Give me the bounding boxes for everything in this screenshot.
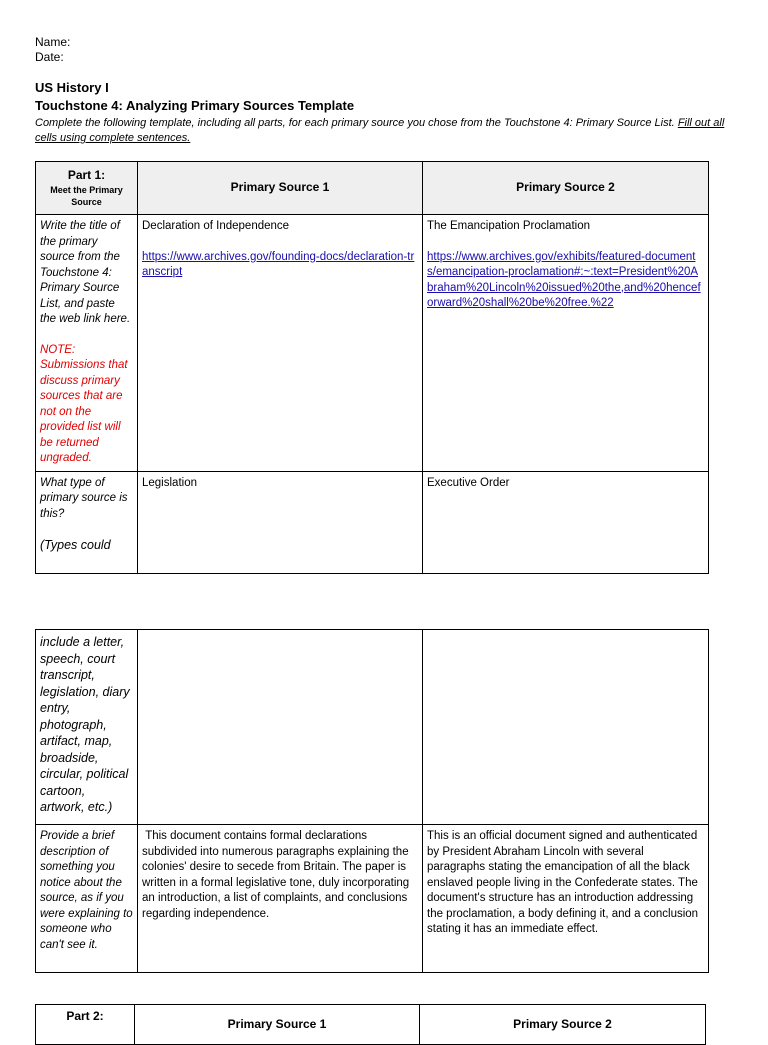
source2-type: Executive Order <box>423 471 709 573</box>
source2-title: The Emancipation Proclamation <box>427 220 590 232</box>
name-label: Name: <box>35 35 71 49</box>
prompt-cell <box>36 215 138 472</box>
row2-types-continued: include a letter, speech, court transcript, legislation, diary entry, photograph, artifact, map, broadside, circular, political cartoon, artwork, etc.) <box>40 635 130 814</box>
prompt-cell <box>36 471 138 573</box>
source1-link[interactable]: https://www.archives.gov/founding-docs/declaration-transcript <box>142 250 415 278</box>
table-row <box>36 215 709 472</box>
table-row <box>36 825 709 973</box>
source2-description: This is an official document signed and authenticated by President Abraham Lincoln with several paragraphs stating the emancipation of all the black enslaved people living in the Confederate states. The document's structure has an introduction addressing the proclamation, a body defining it, and a conclusion stating it has an immediate effect. <box>423 825 709 973</box>
prompt-cell <box>36 825 138 973</box>
row2-types-start: (Types could <box>40 538 111 552</box>
instructions-text: Complete the following template, including all parts, for each primary source you chose from the Touchstone 4: Primary Source List. <box>35 117 675 129</box>
source2-cell <box>423 215 709 472</box>
part2-label: Part 2: <box>36 1005 135 1045</box>
source2-link[interactable]: https://www.archives.gov/exhibits/featured-documents/emancipation-proclamation#:~:text=President%20Abraham%20Lincoln%20issued%20the,and%20henceforward%20shall%20be%20free.%22 <box>427 250 701 309</box>
prompt-cell <box>36 630 138 825</box>
row1-prompt: Write the title of the primary source from the Touchstone 4: Primary Source List, and paste the web link here. <box>40 220 131 325</box>
source1-title: Declaration of Independence <box>142 220 290 232</box>
course-title: US History I <box>35 80 109 95</box>
part2-primary-source-1-header: Primary Source 1 <box>135 1005 420 1045</box>
instructions-underlined: Fill out all cells using complete sentences. <box>35 117 725 144</box>
source1-cell <box>138 215 423 472</box>
part1-table <box>35 161 709 574</box>
source2-empty-cell <box>423 630 709 825</box>
part2-primary-source-2-header: Primary Source 2 <box>420 1005 706 1045</box>
part2-header-row <box>36 1005 706 1045</box>
source1-type: Legislation <box>138 471 423 573</box>
part1-header-cell <box>36 162 138 215</box>
date-label: Date: <box>35 50 64 64</box>
source1-empty-cell <box>138 630 423 825</box>
note-text: NOTE: Submissions that discuss primary sources that are not on the provided list will be returned ungraded. <box>40 343 128 464</box>
source1-description: This document contains formal declarations subdivided into numerous paragraphs explaining the colonies' desire to secede from Britain. The paper is written in a formal legislative tone, duly incorporating an introduction, a list of complaints, and conclusions regarding independence. <box>138 825 423 973</box>
part1-table-continued <box>35 629 709 973</box>
primary-source-1-header: Primary Source 1 <box>138 162 423 215</box>
row3-prompt: Provide a brief description of something you notice about the source, as if you were explaining to someone who can't see it. <box>40 830 133 951</box>
part2-table <box>35 1004 706 1045</box>
table-row <box>36 471 709 573</box>
row2-prompt: What type of primary source is this? <box>40 476 128 520</box>
primary-source-2-header: Primary Source 2 <box>423 162 709 215</box>
part1-label: Part 1: <box>67 168 106 183</box>
instructions <box>35 116 735 146</box>
document-title: Touchstone 4: Analyzing Primary Sources Template <box>35 98 355 113</box>
part1-header-row <box>36 162 709 215</box>
part1-sublabel: Meet the Primary Source <box>50 184 123 207</box>
table-row <box>36 630 709 825</box>
